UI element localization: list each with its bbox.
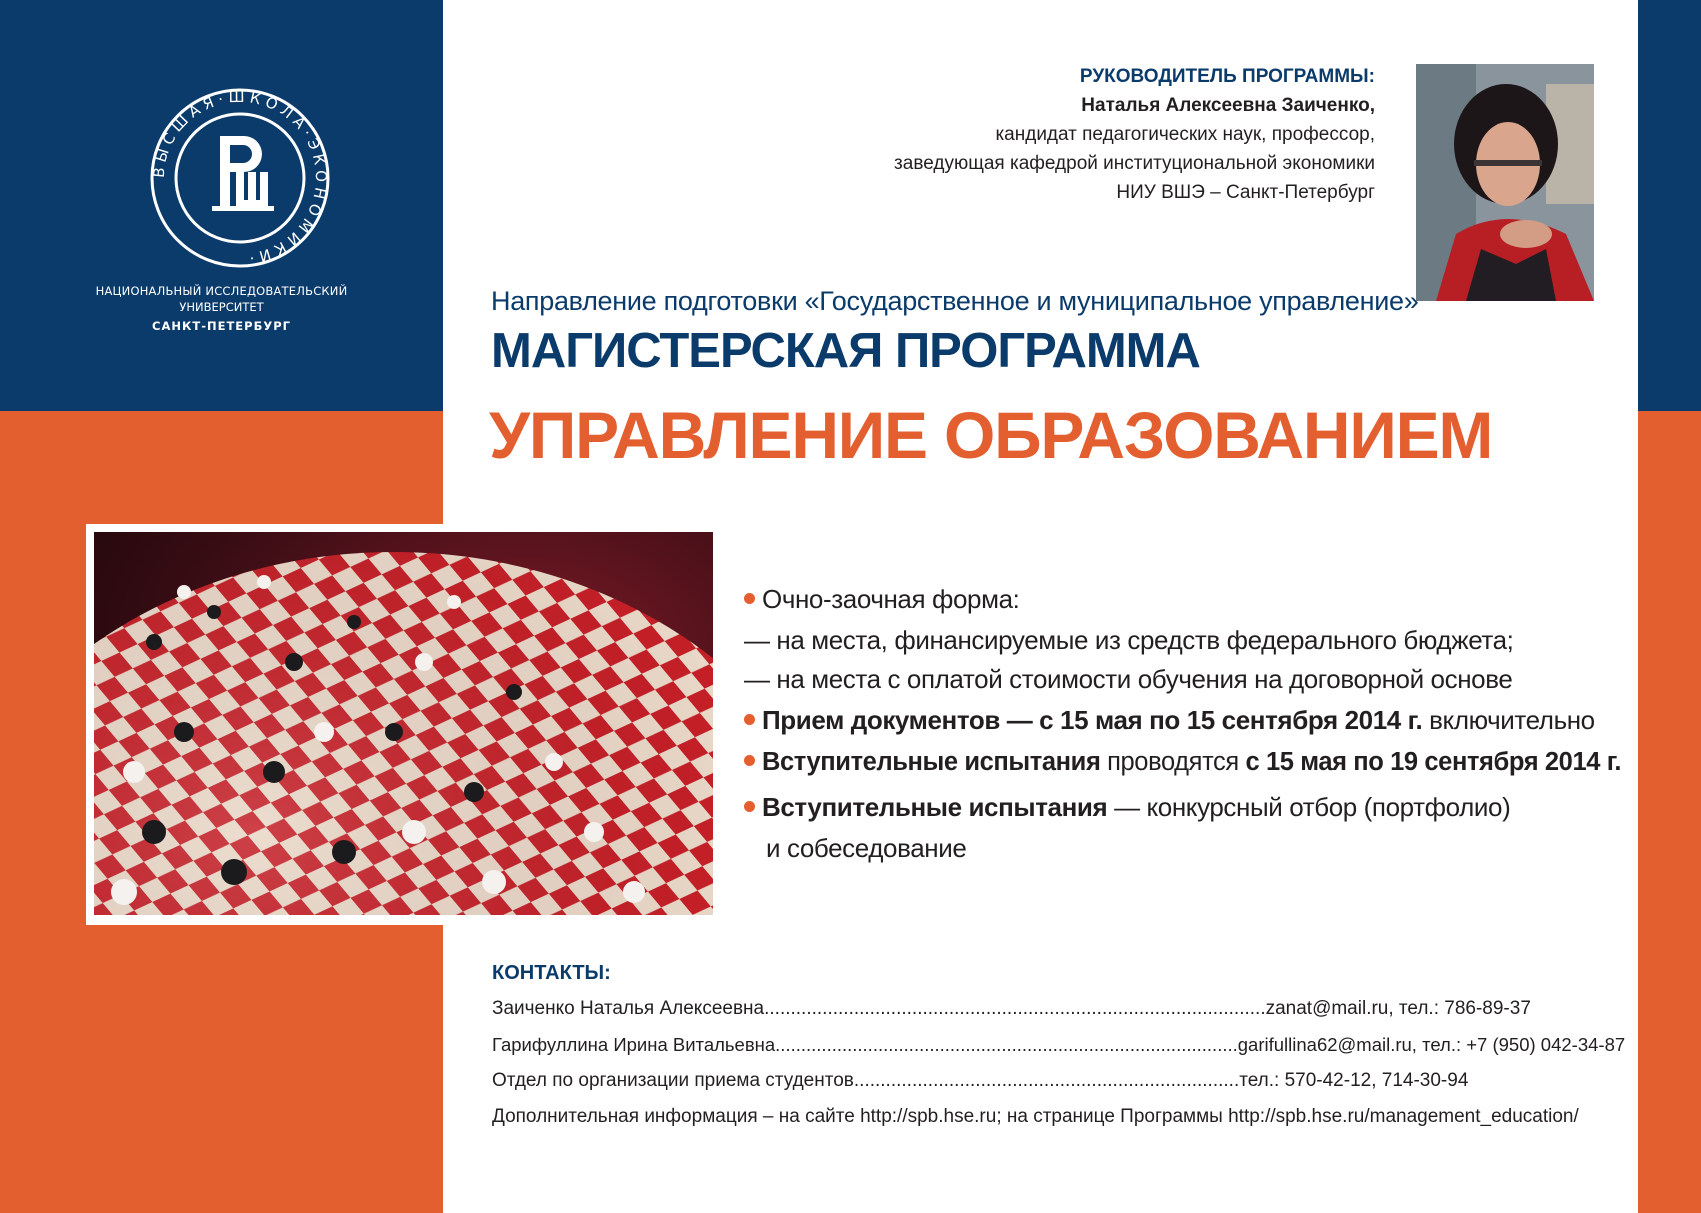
list-item [744,792,1510,823]
list-item [744,664,1512,695]
list-item [744,748,1621,777]
contact-row: Дополнительная информация – на сайте http://spb.hse.ru; на странице Программы http://spb.hse.ru/management_education/ [492,1106,1579,1127]
study-direction: Направление подготовки «Государственное и муниципальное управление» [491,286,1419,316]
exams-label: Вступительные испытания [762,748,1101,776]
contact-row: Гарифуллина Ирина Витальевна..........................................................................................garifullina62@mail.ru, тел.: +7 (950) 042-34-87 [492,1034,1626,1055]
university-city: САНКТ-ПЕТЕРБУРГ [152,319,291,333]
orange-panel-right [1638,411,1701,1213]
contacts-heading: КОНТАКТЫ: [492,962,611,984]
bullet-dot [744,801,755,812]
director-heading: РУКОВОДИТЕЛЬ ПРОГРАММЫ: [1079,66,1375,87]
exams-format: — конкурсный отбор (портфолио) [1107,792,1511,822]
exams-format-line2: и собеседование [766,833,967,863]
program-director-block [894,62,1375,207]
director-photo [1416,64,1594,301]
contact-row: Отдел по организации приема студентов.........................................................................тел.: 570-42-12, 714-30-94 [492,1070,1469,1091]
documents-dates-suffix: включительно [1422,705,1595,735]
chess-globe-image [94,532,713,915]
bullet-dot [744,714,755,725]
documents-dates: Прием документов — с 15 мая по 15 сентября 2014 г. [762,705,1423,735]
budget-places: — на места, финансируемые из средств федерального бюджета; [744,625,1514,655]
study-form: Очно-заочная форма: [762,584,1020,614]
university-name-line1: НАЦИОНАЛЬНЫЙ ИССЛЕДОВАТЕЛЬСКИЙ [95,284,348,298]
list-item [744,584,1019,615]
list-item [744,705,1595,736]
director-name: Наталья Алексеевна Заиченко, [1081,95,1375,116]
list-item [766,833,966,864]
university-name-line2: УНИВЕРСИТЕТ [179,300,264,314]
hse-logo [150,88,330,268]
program-title: УПРАВЛЕНИЕ ОБРАЗОВАНИЕМ [489,398,1493,472]
list-item [744,625,1514,656]
paid-places: — на места с оплатой стоимости обучения на договорной основе [744,664,1513,694]
bullet-dot [744,593,755,604]
exams-mid: проводятся [1100,748,1246,776]
director-degree: кандидат педагогических наук, профессор, [995,124,1375,145]
director-affiliation: НИУ ВШЭ – Санкт-Петербург [1116,182,1375,203]
bullet-dot [744,755,755,766]
logo-ring-text: ВЫСШАЯ·ШКОЛА·ЭКОНОМИКИ· [150,88,330,268]
contact-row: Заиченко Наталья Алексеевна...............................................................................................zanat@mail.ru, тел.: 786-89-37 [492,998,1531,1019]
master-program-heading: МАГИСТЕРСКАЯ ПРОГРАММА [491,324,1200,378]
blue-panel-right [1638,0,1701,411]
exams-label-2: Вступительные испытания [762,792,1108,822]
exams-dates: с 15 мая по 19 сентября 2014 г. [1245,748,1622,776]
director-position: заведующая кафедрой институциональной экономики [894,153,1375,174]
